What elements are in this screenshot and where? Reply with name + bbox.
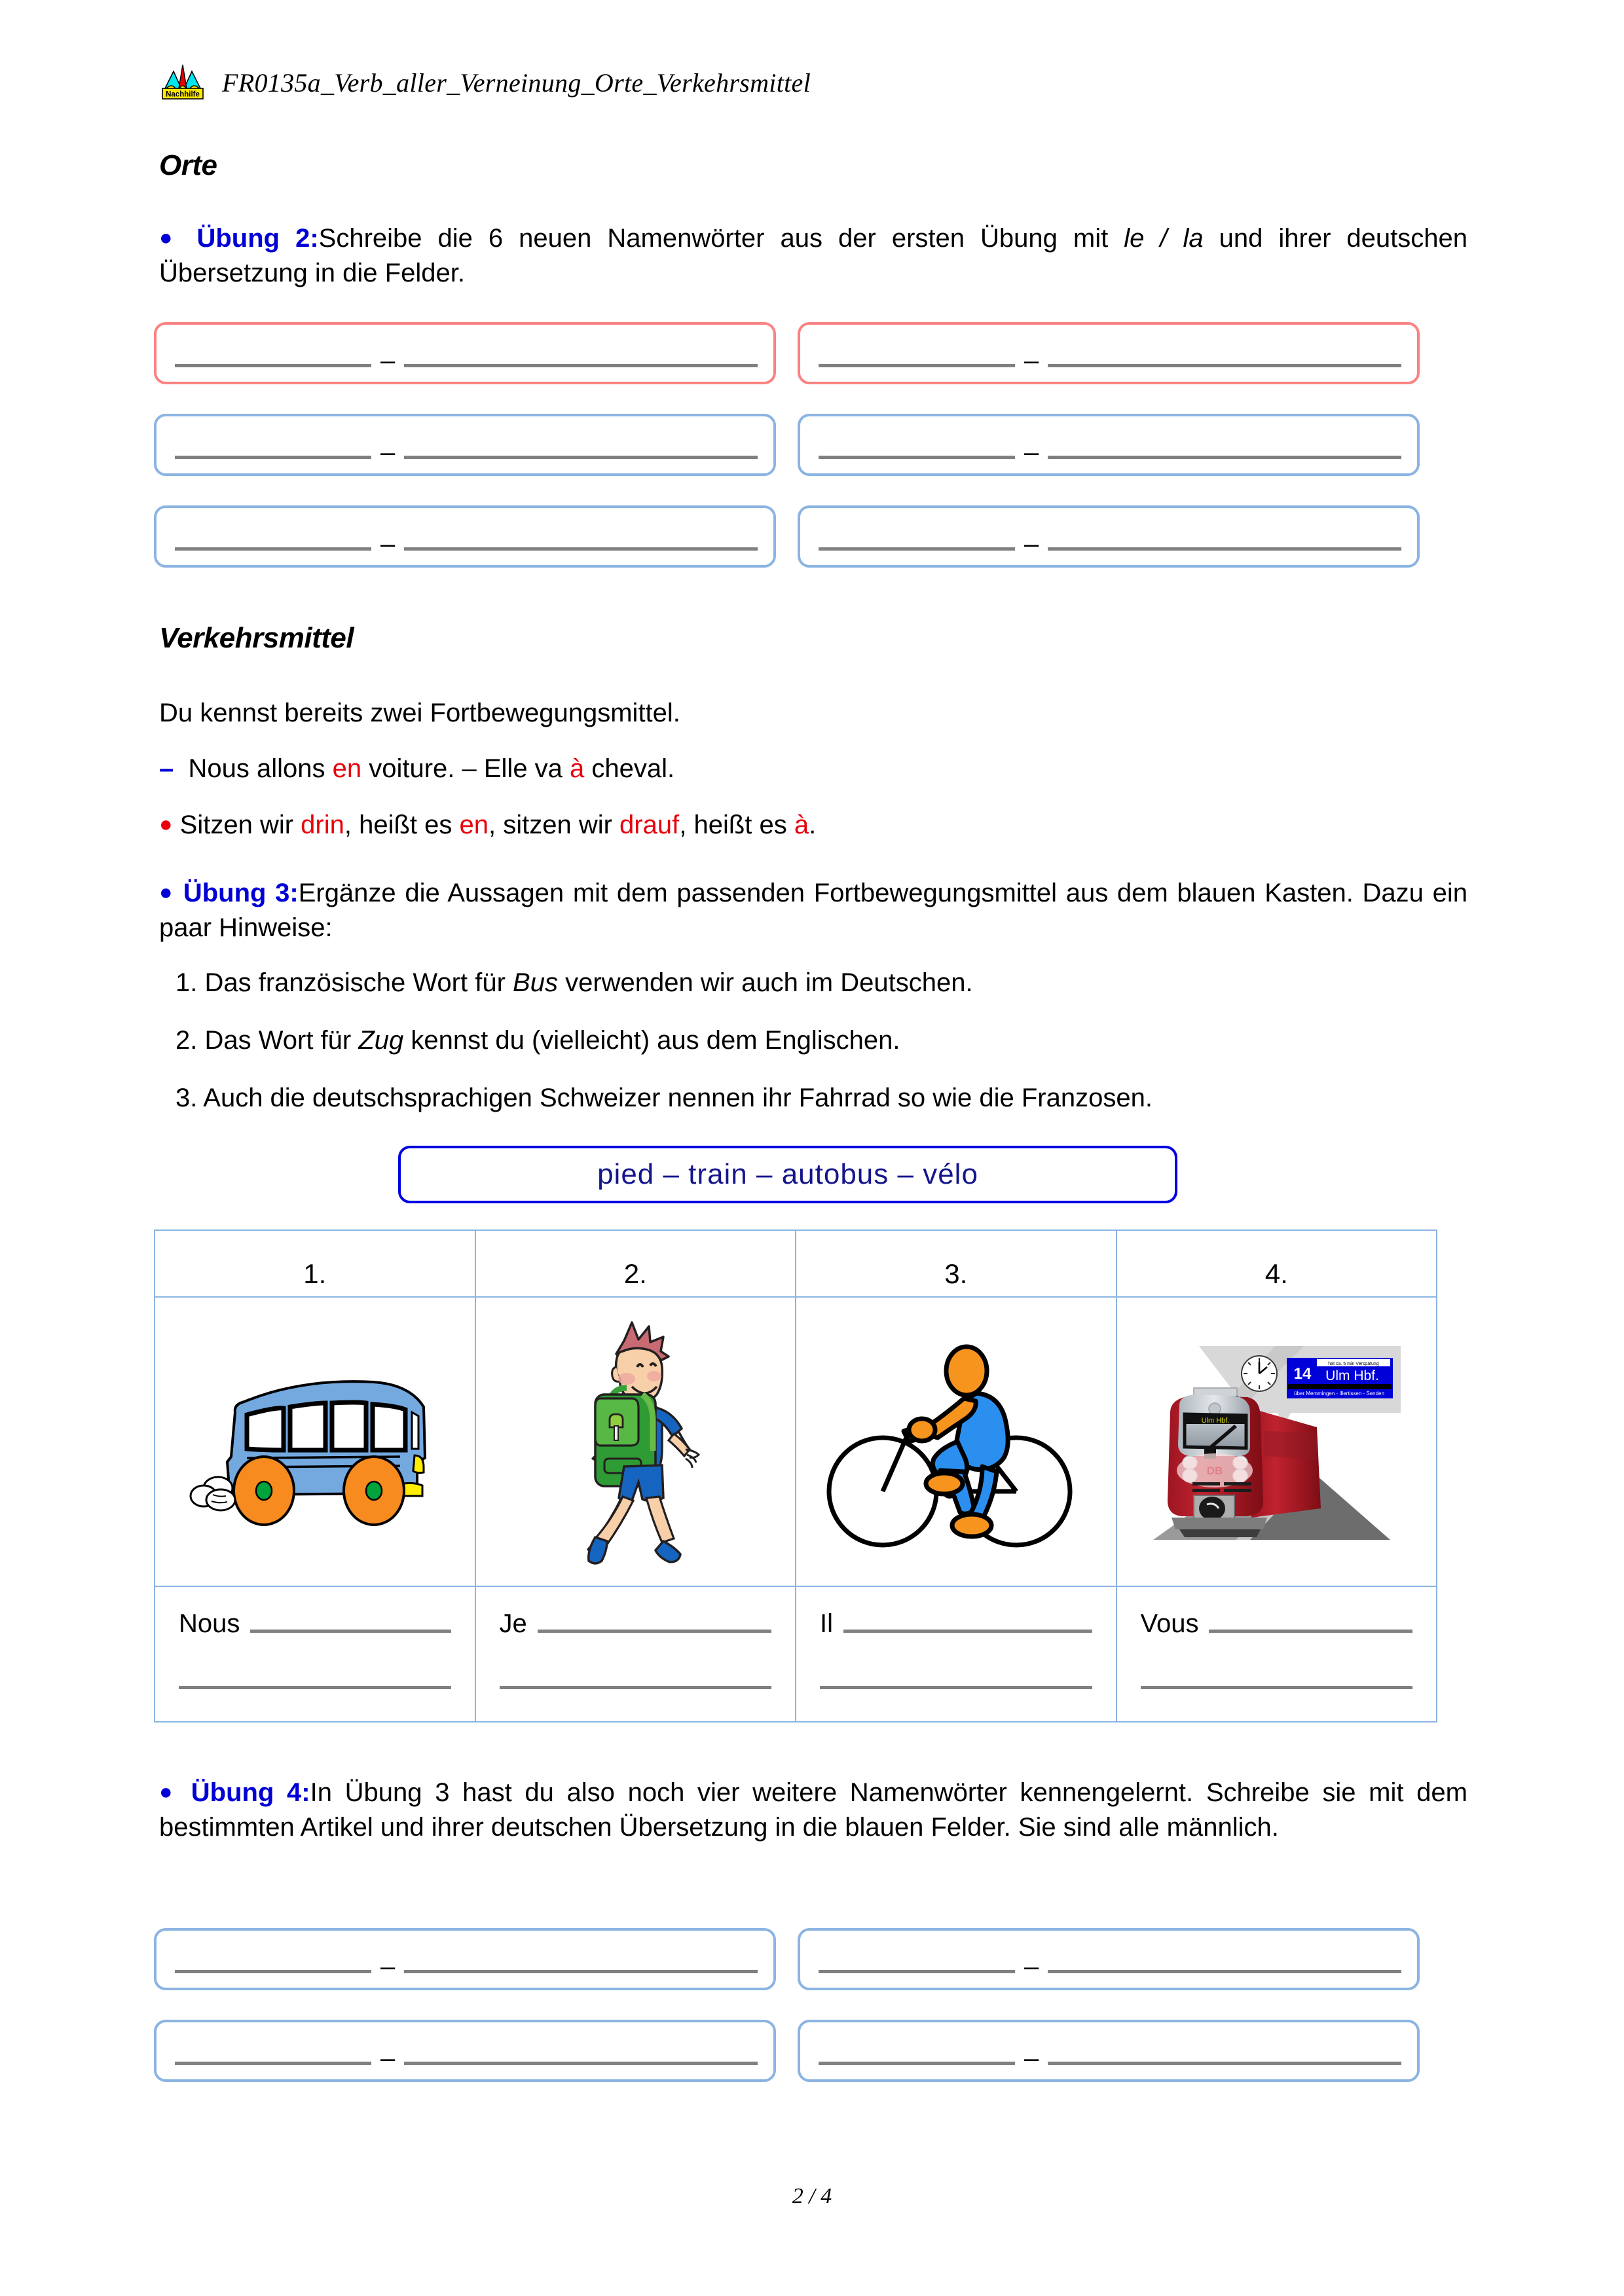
pronoun-label: Vous — [1140, 1609, 1199, 1638]
walking-boy-illustration — [527, 1311, 743, 1573]
blank-line — [819, 456, 1015, 459]
blank-line — [175, 364, 371, 367]
answer-box[interactable]: – — [154, 1928, 776, 1990]
hint-text-a: Das Wort für — [204, 1026, 359, 1055]
blank-line — [175, 1970, 371, 1973]
table-answer-cell[interactable] — [796, 1587, 1117, 1721]
blank-line — [175, 2062, 371, 2065]
uebung2-instruction — [159, 221, 1467, 291]
hint-text-b: verwenden wir auch im Deutschen. — [557, 968, 973, 997]
uebung4-label: Übung 4: — [191, 1778, 310, 1807]
highlight-a-grave: à — [794, 811, 809, 839]
train-via-text: über Memmingen - Illertissen - Senden — [1294, 1391, 1385, 1396]
intro-3e: . — [809, 811, 817, 839]
blank-line — [175, 547, 371, 551]
train-platform-number: 14 — [1293, 1365, 1312, 1383]
intro-3b: , heißt es — [344, 811, 460, 839]
blank-line — [1048, 547, 1401, 551]
table-image-cell — [155, 1298, 476, 1586]
intro-3c: , sitzen wir — [489, 811, 620, 839]
uebung3-instruction — [159, 876, 1467, 945]
blank-line — [500, 1686, 772, 1689]
blank-line — [179, 1686, 451, 1689]
intro-3d: , heißt es — [679, 811, 794, 839]
table-answer-cell[interactable] — [155, 1587, 476, 1721]
blank-line — [1141, 1686, 1413, 1689]
answer-box[interactable]: – — [798, 322, 1420, 384]
hint-item — [175, 1081, 1479, 1116]
blank-line — [819, 2062, 1015, 2065]
word-bank-text: pied – train – autobus – vélo — [597, 1158, 978, 1190]
answer-box[interactable]: – — [798, 2020, 1420, 2082]
section-title-orte: Orte — [159, 149, 217, 181]
blank-line — [404, 2062, 758, 2065]
uebung2-italic: le / la — [1124, 224, 1204, 253]
hint-italic: Zug — [358, 1026, 404, 1055]
answer-box[interactable]: – — [798, 414, 1420, 476]
hint-italic: Bus — [513, 968, 558, 997]
blank-line — [1048, 2062, 1401, 2065]
bullet-icon: ● — [159, 225, 181, 250]
blank-line — [1048, 1970, 1401, 1973]
blank-line — [1048, 456, 1401, 459]
blank-line — [1209, 1630, 1412, 1633]
blank-line — [538, 1630, 771, 1633]
answer-box[interactable]: – — [154, 2020, 776, 2082]
uebung2-text-2: und ihrer deutschen Übersetzung in die Felder. — [159, 224, 1467, 288]
table-answer-row — [155, 1587, 1436, 1721]
page-number: 2 / 4 — [792, 2184, 832, 2208]
pronoun-label: Il — [820, 1609, 833, 1638]
table-image-cell — [476, 1298, 797, 1586]
table-header-cell: 3. — [796, 1231, 1117, 1296]
highlight-en: en — [459, 811, 489, 839]
bus-illustration — [184, 1334, 446, 1550]
intro-line-1: Du kennst bereits zwei Fortbewegungsmittel. — [159, 699, 680, 727]
bullet-icon: ● — [159, 1779, 179, 1804]
dash-bullet-icon: – — [159, 754, 174, 783]
hint-item — [175, 966, 1479, 1000]
train-delay-text: hat ca. 5 min Verspätung — [1328, 1362, 1379, 1366]
table-image-cell — [1117, 1298, 1437, 1586]
hint-number: 3. — [175, 1084, 198, 1112]
blank-line — [404, 1970, 758, 1973]
table-image-cell — [796, 1298, 1117, 1586]
intro-line-2 — [159, 752, 1467, 786]
answer-box[interactable]: – — [798, 1928, 1420, 1990]
table-header-cell: 1. — [155, 1231, 476, 1296]
train-operator-logo: DB — [1206, 1465, 1223, 1477]
train-destination: Ulm Hbf. — [1325, 1368, 1380, 1383]
blank-line — [175, 456, 371, 459]
hint-text-a: Auch die deutschsprachigen Schweizer nennen ihr Fahrrad so wie die Franzosen. — [203, 1084, 1153, 1112]
intro-2b: voiture. – Elle va — [361, 754, 570, 783]
blank-line — [819, 547, 1015, 551]
intro-2c: cheval. — [584, 754, 675, 783]
table-header-row — [155, 1231, 1436, 1296]
section-title-verkehrsmittel: Verkehrsmittel — [159, 622, 354, 654]
table-image-row — [155, 1296, 1436, 1587]
answer-box[interactable]: – — [798, 505, 1420, 568]
uebung4-instruction — [159, 1776, 1467, 1845]
answer-box[interactable]: – — [154, 505, 776, 568]
uebung3-text: Ergänze die Aussagen mit dem passenden Fortbewegungsmittel aus dem blauen Kasten. Dazu ein paar Hinweise: — [159, 879, 1467, 943]
blank-line — [404, 547, 758, 551]
intro-line-3 — [159, 808, 1467, 843]
highlight-drauf: drauf — [619, 811, 680, 839]
train-front-display: Ulm Hbf. — [1201, 1417, 1230, 1425]
bullet-icon: ● — [159, 812, 173, 837]
uebung2-label: Übung 2: — [196, 224, 319, 253]
table-header-cell: 2. — [476, 1231, 797, 1296]
blank-line — [843, 1630, 1092, 1633]
svg-text:Nachhilfe: Nachhilfe — [166, 90, 200, 99]
intro-2a: Nous allons — [188, 754, 333, 783]
answer-box[interactable]: – — [154, 322, 776, 384]
pronoun-label: Je — [499, 1609, 527, 1638]
highlight-drin: drin — [301, 811, 344, 839]
hint-text-b: kennst du (vielleicht) aus dem Englischen. — [403, 1026, 900, 1055]
table-header-cell: 4. — [1264, 1258, 1288, 1289]
uebung3-label: Übung 3: — [183, 879, 299, 907]
highlight-en: en — [332, 754, 362, 783]
blank-line — [819, 364, 1015, 367]
page-footer — [0, 2184, 1624, 2209]
uebung2-text-1: Schreibe die 6 neuen Namenwörter aus der ersten Übung mit — [318, 224, 1124, 253]
hint-number: 1. — [175, 968, 198, 997]
hint-text-a: Das französische Wort für — [204, 968, 513, 997]
highlight-a-grave: à — [570, 754, 585, 783]
table-answer-cell[interactable] — [476, 1587, 797, 1721]
table-answer-cell[interactable] — [1117, 1587, 1437, 1721]
page-header — [159, 62, 811, 103]
document-title: FR0135a_Verb_aller_Verneinung_Orte_Verkehrsmittel — [222, 67, 811, 98]
blank-line — [820, 1686, 1092, 1689]
blank-line — [404, 456, 758, 459]
blank-line — [250, 1630, 451, 1633]
word-bank-box — [398, 1146, 1177, 1203]
answer-box[interactable]: – — [154, 414, 776, 476]
uebung4-text: In Übung 3 hast du also noch vier weitere Namenwörter kennengelernt. Schreibe sie mit dem bestimmten Artikel und ihrer deutschen Übersetzung in die blauen Felder. Sie sind alle männlich. — [159, 1778, 1467, 1842]
nachhilfe-logo-icon — [159, 62, 206, 103]
blank-line — [819, 1970, 1015, 1973]
pronoun-label: Nous — [179, 1609, 240, 1638]
vehicles-table — [154, 1230, 1437, 1722]
train-illustration — [1139, 1317, 1414, 1566]
blank-line — [404, 364, 758, 367]
bullet-icon: ● — [159, 880, 175, 905]
cyclist-illustration — [825, 1330, 1087, 1553]
hint-item — [175, 1023, 1479, 1058]
hint-number: 2. — [175, 1026, 198, 1055]
intro-3a: Sitzen wir — [179, 811, 301, 839]
blank-line — [1048, 364, 1401, 367]
